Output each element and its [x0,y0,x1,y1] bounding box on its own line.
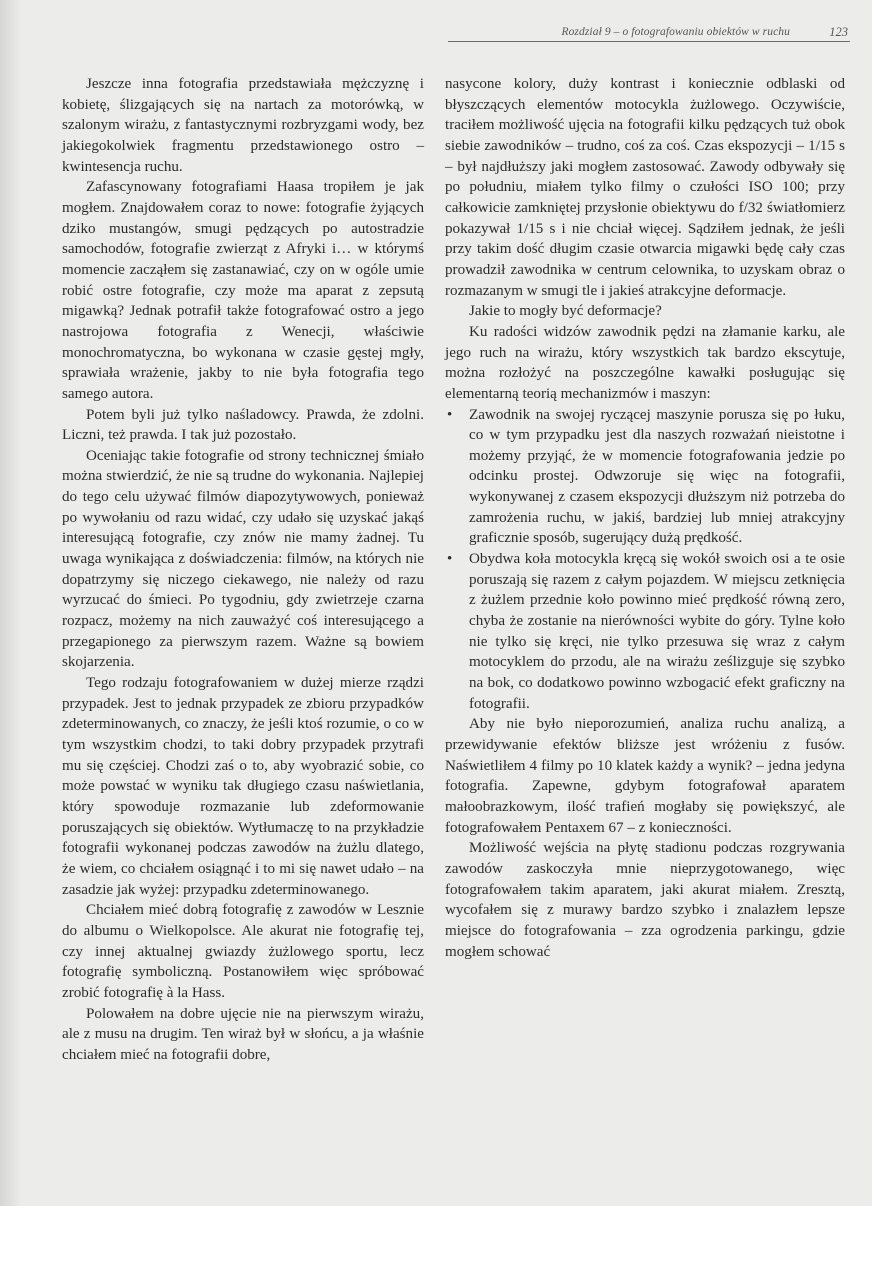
list-item [445,405,845,550]
paragraph: Tego rodzaju fotografowaniem w dużej mierze rządzi przypadek. Jest to jednak przypadek ze zbioru przypadków zdeterminowanych, co znaczy, że jeśli ktoś rozumie, o co w tym wszystkim chodzi, to taki dobry przypadek przytrafi mu się częściej. Chodzi zaś o to, aby wyobrazić sobie, co może powstać w wyniku tak długiego czasu naświetlania, który spowoduje rozmazanie lub zdeformowanie poruszających się obiektów. Wytłumaczę to na przykładzie fotografii wykonanej podczas zawodów na żużlu dlatego, że wiem, co chciałem osiągnąć i to mi się nawet udało – na zasadzie jak wyżej: przypadku zdeterminowanego. [62,675,424,898]
list-item [445,549,845,714]
paragraph: Zafascynowany fotografiami Haasa tropiłem je jak mogłem. Znajdowałem coraz to nowe: fotografie żyjących dziko mustangów, smugi pędzących po autostradzie samochodów, fotografie zwierząt z Afryki i… w którymś momencie zacząłem się zastanawiać, czy on w ogóle umie robić ostre fotografie, czy może ma aparat z zepsutą migawką? Jednak potrafił także fotografować ostro a jego nastrojowa fotografia z Wenecji, właściwie monochromatyczna, bo wykonana w czasie gęstej mgły, sprawiała wrażenie, jakby to nie była fotografia tego samego autora. [62,179,424,402]
paragraph: Możliwość wejścia na płytę stadionu podczas rozgrywania zawodów zaskoczyła mnie nieprzygotowanego, więc fotografowałem takim aparatem, jaki akurat miałem. Zresztą, wycofałem się z murawy bardzo szybko i znalazłem lepsze miejsce do fotografowania – zza ogrodzenia parkingu, gdzie mogłem schować [445,840,845,960]
paragraph: Polowałem na dobre ujęcie nie na pierwszym wirażu, ale z musu na drugim. Ten wiraż był w słońcu, a ja właśnie chciałem mieć na fotografii dobre, [62,1005,424,1063]
left-column [62,74,424,1066]
paragraph: Potem byli już tylko naśladowcy. Prawda, że zdolni. Liczni, też prawda. I tak już pozostało. [62,406,424,444]
list-item-text: Zawodnik na swojej ryczącej maszynie porusza się po łuku, co w tym przypadku jest dla naszych rozważań nieistotne i możemy przyjąć, że w momencie fotografowania jedzie po odcinku prostej. Odwzoruje się więc na fotografii, wykonywanej z czasem ekspozycji dłuższym niż potrzeba do zamrożenia ruchu, w jakiś, bardziej lub mniej atrakcyjny graficznie sposób, sugerujący dużą prędkość. [469,406,845,547]
bullet-icon: • [447,551,453,568]
paragraph-continuation: nasycone kolory, duży kontrast i koniecznie odblaski od błyszczących elementów motocykla żużlowego. Oczywiście, traciłem możliwość ujęcia na fotografii kilku pędzących tuż obok siebie zawodników – trudno, coś za coś. Czas ekspozycji – 1/15 s – był najdłuższy jaki mogłem zastosować. Zawody odbywały się po południu, miałem tylko filmy o czułości ISO 100; przy całkowicie zamkniętej przysłonie obiektywu do f/32 światłomierz pokazywał 1/15 s i nie chciał więcej. Sądziłem jednak, że jeśli przy takim dość długim czasie otwarcia migawki będę cały czas prowadził zawodnika w centrum celownika, to uzyskam obraz o rozmazanym w smugi tle i jakieś atrakcyjne deformacje. [445,76,845,299]
bullet-icon: • [447,406,453,423]
list-item-text: Obydwa koła motocykla kręcą się wokół swoich osi a te osie poruszają się razem z całym pojazdem. W miejscu zetknięcia z żużlem przednie koło powinno mieć prędkość równą zero, chyba że zostanie na nierówności wybite do góry. Tylne koło nie tylko się kręci, nie tylko przesuwa się wraz z całym motocyklem do przodu, ale na wirażu ześlizguje się szybko na bok, co dodatkowo powinno wzbogacić efekt graficzny na fotografii. [469,551,845,712]
paragraph: Oceniając takie fotografie od strony technicznej śmiało można stwierdzić, że nie są trudne do wykonania. Najlepiej do tego celu używać filmów diapozytywowych, ponieważ po wywołaniu od razu widać, czy udało się uzyskać jakąś interesującą fotografie, czy znów nie mamy żadnej. Tu uwaga wynikająca z doświadczenia: filmów, na których nie dopatrzymy się niczego ciekawego, nie należy od razu wyrzucać do śmieci. Po tygodniu, gdy zwietrzeje czarna rozpacz, możemy na nich zauważyć coś interesującego a przegapionego za pierwszym razem. Ważne są bowiem skojarzenia. [62,447,424,671]
header-rule [448,41,850,42]
running-title: Rozdział 9 – o fotografowaniu obiektów w ruchu [561,26,790,38]
page-number: 123 [829,25,848,39]
page-shadow-edge [0,0,22,1206]
right-column [445,74,845,962]
paragraph: Chciałem mieć dobrą fotografię z zawodów w Lesznie do albumu o Wielkopolsce. Ale akurat nie fotografię tej, czy innej aktualnej gwiazdy żużlowego sportu, lecz fotografię symboliczną. Postanowiłem więc spróbować zrobić fotografię à la Hass. [62,902,424,1001]
paragraph-question: Jakie to mogły być deformacje? [469,303,662,320]
paragraph: Aby nie było nieporozumień, analiza ruchu analizą, a przewidywanie efektów bliższe jest wróżeniu z fusów. Naświetliłem 4 filmy po 10 klatek każdy a wynik? – jedna jedyna fotografia. Zapewne, gdybym fotografował aparatem małoobrazkowym, ilość trafień mogłaby się powiększyć, ale fotografowałem Pentaxem 67 – z konieczności. [445,716,845,836]
bullet-list [445,405,845,715]
paragraph: Ku radości widzów zawodnik pędzi na złamanie karku, ale jego ruch na wirażu, który wszystkich tak bardzo ekscytuje, można rozłożyć na poszczególne kawałki posługując się elementarną teorią mechanizmów i maszyn: [445,323,845,402]
paragraph: Jeszcze inna fotografia przedstawiała mężczyznę i kobietę, ślizgających się na nartach za motorówką, w szalonym wirażu, z fantastycznymi rozbryzgami wody, bez jakiegokolwiek fragmentu przedstawionego ostro – kwintesencja ruchu. [62,76,424,175]
